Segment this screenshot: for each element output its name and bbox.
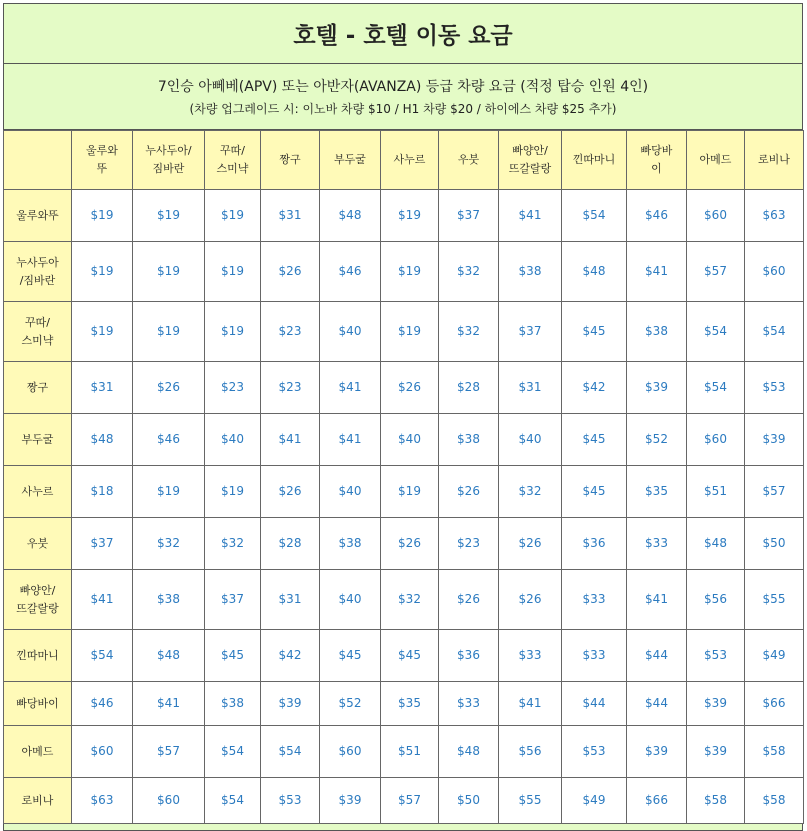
fare-cell: $19	[133, 242, 205, 302]
fare-cell: $50	[745, 518, 804, 570]
fare-cell: $54	[205, 726, 261, 778]
column-header: 사누르	[381, 131, 439, 190]
fare-cell: $18	[72, 466, 133, 518]
fare-cell: $28	[439, 362, 499, 414]
fare-cell: $58	[745, 726, 804, 778]
fare-cell: $37	[439, 190, 499, 242]
fare-cell: $42	[562, 362, 627, 414]
fare-cell: $57	[745, 466, 804, 518]
row-header: 꾸따/ 스미냑	[4, 302, 72, 362]
fare-cell: $48	[687, 518, 745, 570]
fare-cell: $44	[627, 682, 687, 726]
fare-cell: $38	[627, 302, 687, 362]
fare-cell: $36	[439, 630, 499, 682]
table-row	[4, 302, 804, 362]
fare-cell: $60	[745, 242, 804, 302]
fare-cell: $46	[133, 414, 205, 466]
fare-cell: $58	[687, 778, 745, 824]
column-header: 부두굴	[320, 131, 381, 190]
fare-cell: $56	[499, 726, 562, 778]
fare-cell: $33	[499, 630, 562, 682]
fare-cell: $19	[72, 242, 133, 302]
row-header: 부두굴	[4, 414, 72, 466]
fare-cell: $44	[627, 630, 687, 682]
row-header: 로비나	[4, 778, 72, 824]
fare-cell: $26	[499, 570, 562, 630]
fare-cell: $42	[261, 630, 320, 682]
fare-cell: $39	[261, 682, 320, 726]
fare-cell: $57	[133, 726, 205, 778]
table-row	[4, 190, 804, 242]
fare-cell: $45	[562, 302, 627, 362]
fare-cell: $23	[261, 302, 320, 362]
fare-cell: $38	[320, 518, 381, 570]
fare-cell: $60	[72, 726, 133, 778]
fare-cell: $66	[745, 682, 804, 726]
row-header: 낀따마니	[4, 630, 72, 682]
table-footer-strip	[3, 824, 803, 831]
fare-cell: $40	[320, 570, 381, 630]
fare-cell: $32	[205, 518, 261, 570]
table-row	[4, 778, 804, 824]
vehicle-info	[3, 64, 803, 130]
row-header: 사누르	[4, 466, 72, 518]
table-row	[4, 414, 804, 466]
fare-cell: $38	[205, 682, 261, 726]
fare-cell: $54	[562, 190, 627, 242]
fare-cell: $41	[499, 190, 562, 242]
row-header: 누사두아 /짐바란	[4, 242, 72, 302]
fare-cell: $40	[499, 414, 562, 466]
column-header: 낀따마니	[562, 131, 627, 190]
fare-cell: $48	[72, 414, 133, 466]
fare-cell: $38	[133, 570, 205, 630]
fare-cell: $32	[133, 518, 205, 570]
fare-cell: $41	[133, 682, 205, 726]
fare-cell: $23	[205, 362, 261, 414]
fare-cell: $51	[381, 726, 439, 778]
fare-cell: $53	[261, 778, 320, 824]
table-row	[4, 682, 804, 726]
corner-cell	[4, 131, 72, 190]
fare-cell: $41	[320, 362, 381, 414]
fare-cell: $37	[499, 302, 562, 362]
fare-cell: $41	[499, 682, 562, 726]
fare-cell: $19	[381, 466, 439, 518]
fare-cell: $46	[320, 242, 381, 302]
fare-table	[3, 130, 804, 824]
fare-cell: $54	[687, 362, 745, 414]
fare-cell: $32	[439, 242, 499, 302]
fare-cell: $40	[320, 302, 381, 362]
row-header: 빠당바이	[4, 682, 72, 726]
column-header: 누사두아/ 짐바란	[133, 131, 205, 190]
fare-cell: $45	[562, 414, 627, 466]
fare-cell: $40	[320, 466, 381, 518]
fare-cell: $38	[439, 414, 499, 466]
fare-cell: $54	[687, 302, 745, 362]
fare-cell: $19	[205, 302, 261, 362]
fare-cell: $53	[687, 630, 745, 682]
fare-cell: $28	[261, 518, 320, 570]
fare-cell: $39	[687, 726, 745, 778]
fare-cell: $41	[627, 570, 687, 630]
fare-cell: $26	[439, 570, 499, 630]
row-header: 울루와뚜	[4, 190, 72, 242]
fare-cell: $33	[439, 682, 499, 726]
fare-cell: $57	[381, 778, 439, 824]
table-row	[4, 726, 804, 778]
fare-cell: $26	[261, 466, 320, 518]
table-row	[4, 466, 804, 518]
fare-cell: $54	[72, 630, 133, 682]
row-header: 짱구	[4, 362, 72, 414]
fare-cell: $44	[562, 682, 627, 726]
fare-cell: $41	[627, 242, 687, 302]
fare-cell: $46	[72, 682, 133, 726]
fare-cell: $60	[687, 190, 745, 242]
column-header: 아메드	[687, 131, 745, 190]
fare-cell: $39	[627, 362, 687, 414]
fare-cell: $63	[72, 778, 133, 824]
fare-cell: $36	[562, 518, 627, 570]
fare-cell: $19	[133, 466, 205, 518]
fare-cell: $33	[562, 570, 627, 630]
fare-cell: $45	[320, 630, 381, 682]
fare-cell: $26	[133, 362, 205, 414]
fare-cell: $19	[72, 190, 133, 242]
fare-cell: $26	[499, 518, 562, 570]
vehicle-class-note: 7인승 아뻬베(APV) 또는 아반자(AVANZA) 등급 차량 요금 (적정 탑승 인원 4인)	[157, 79, 649, 95]
fare-cell: $45	[205, 630, 261, 682]
fare-cell: $48	[320, 190, 381, 242]
fare-cell: $33	[562, 630, 627, 682]
header-row	[4, 131, 804, 190]
fare-cell: $39	[627, 726, 687, 778]
column-header: 울루와 뚜	[72, 131, 133, 190]
fare-cell: $31	[261, 190, 320, 242]
fare-cell: $19	[205, 190, 261, 242]
fare-cell: $26	[261, 242, 320, 302]
fare-cell: $37	[72, 518, 133, 570]
fare-cell: $52	[627, 414, 687, 466]
fare-cell: $41	[72, 570, 133, 630]
fare-cell: $19	[133, 302, 205, 362]
fare-cell: $48	[562, 242, 627, 302]
fare-cell: $55	[745, 570, 804, 630]
fare-cell: $19	[72, 302, 133, 362]
fare-cell: $60	[687, 414, 745, 466]
fare-cell: $48	[439, 726, 499, 778]
fare-cell: $19	[381, 242, 439, 302]
column-header: 꾸따/ 스미냑	[205, 131, 261, 190]
fare-cell: $23	[439, 518, 499, 570]
fare-cell: $41	[261, 414, 320, 466]
fare-cell: $31	[72, 362, 133, 414]
fare-cell: $60	[320, 726, 381, 778]
fare-cell: $45	[562, 466, 627, 518]
fare-cell: $52	[320, 682, 381, 726]
fare-cell: $32	[499, 466, 562, 518]
fare-cell: $49	[562, 778, 627, 824]
fare-cell: $26	[439, 466, 499, 518]
table-row	[4, 518, 804, 570]
fare-cell: $60	[133, 778, 205, 824]
fare-cell: $39	[745, 414, 804, 466]
fare-cell: $32	[381, 570, 439, 630]
fare-cell: $50	[439, 778, 499, 824]
fare-cell: $19	[381, 302, 439, 362]
fare-cell: $53	[745, 362, 804, 414]
fare-cell: $46	[627, 190, 687, 242]
column-header: 우붓	[439, 131, 499, 190]
fare-cell: $58	[745, 778, 804, 824]
fare-cell: $31	[499, 362, 562, 414]
fare-sheet	[3, 3, 803, 831]
fare-cell: $19	[381, 190, 439, 242]
page-title: 호텔 - 호텔 이동 요금	[3, 3, 803, 64]
table-row	[4, 630, 804, 682]
fare-cell: $35	[381, 682, 439, 726]
row-header: 우붓	[4, 518, 72, 570]
fare-cell: $48	[133, 630, 205, 682]
fare-cell: $19	[133, 190, 205, 242]
fare-cell: $56	[687, 570, 745, 630]
fare-cell: $26	[381, 518, 439, 570]
fare-cell: $31	[261, 570, 320, 630]
fare-cell: $41	[320, 414, 381, 466]
fare-cell: $57	[687, 242, 745, 302]
fare-cell: $32	[439, 302, 499, 362]
fare-cell: $19	[205, 242, 261, 302]
fare-cell: $55	[499, 778, 562, 824]
column-header: 로비나	[745, 131, 804, 190]
table-row	[4, 570, 804, 630]
fare-cell: $54	[261, 726, 320, 778]
fare-cell: $33	[627, 518, 687, 570]
fare-cell: $51	[687, 466, 745, 518]
fare-cell: $26	[381, 362, 439, 414]
fare-cell: $40	[381, 414, 439, 466]
fare-cell: $40	[205, 414, 261, 466]
fare-cell: $54	[745, 302, 804, 362]
fare-cell: $49	[745, 630, 804, 682]
fare-cell: $39	[687, 682, 745, 726]
fare-cell: $66	[627, 778, 687, 824]
column-header: 빠당바 이	[627, 131, 687, 190]
fare-cell: $53	[562, 726, 627, 778]
table-row	[4, 242, 804, 302]
fare-cell: $35	[627, 466, 687, 518]
row-header: 빠양안/ 뜨갈랄랑	[4, 570, 72, 630]
fare-cell: $23	[261, 362, 320, 414]
fare-cell: $38	[499, 242, 562, 302]
fare-cell: $39	[320, 778, 381, 824]
column-header: 짱구	[261, 131, 320, 190]
fare-cell: $19	[205, 466, 261, 518]
upgrade-note: (차량 업그레이드 시: 이노바 차량 $10 / H1 차량 $20 / 하이에스 차량 $25 추가)	[189, 102, 617, 116]
fare-cell: $45	[381, 630, 439, 682]
row-header: 아메드	[4, 726, 72, 778]
fare-cell: $54	[205, 778, 261, 824]
fare-cell: $37	[205, 570, 261, 630]
fare-cell: $63	[745, 190, 804, 242]
table-row	[4, 362, 804, 414]
column-header: 빠양안/ 뜨갈랄랑	[499, 131, 562, 190]
